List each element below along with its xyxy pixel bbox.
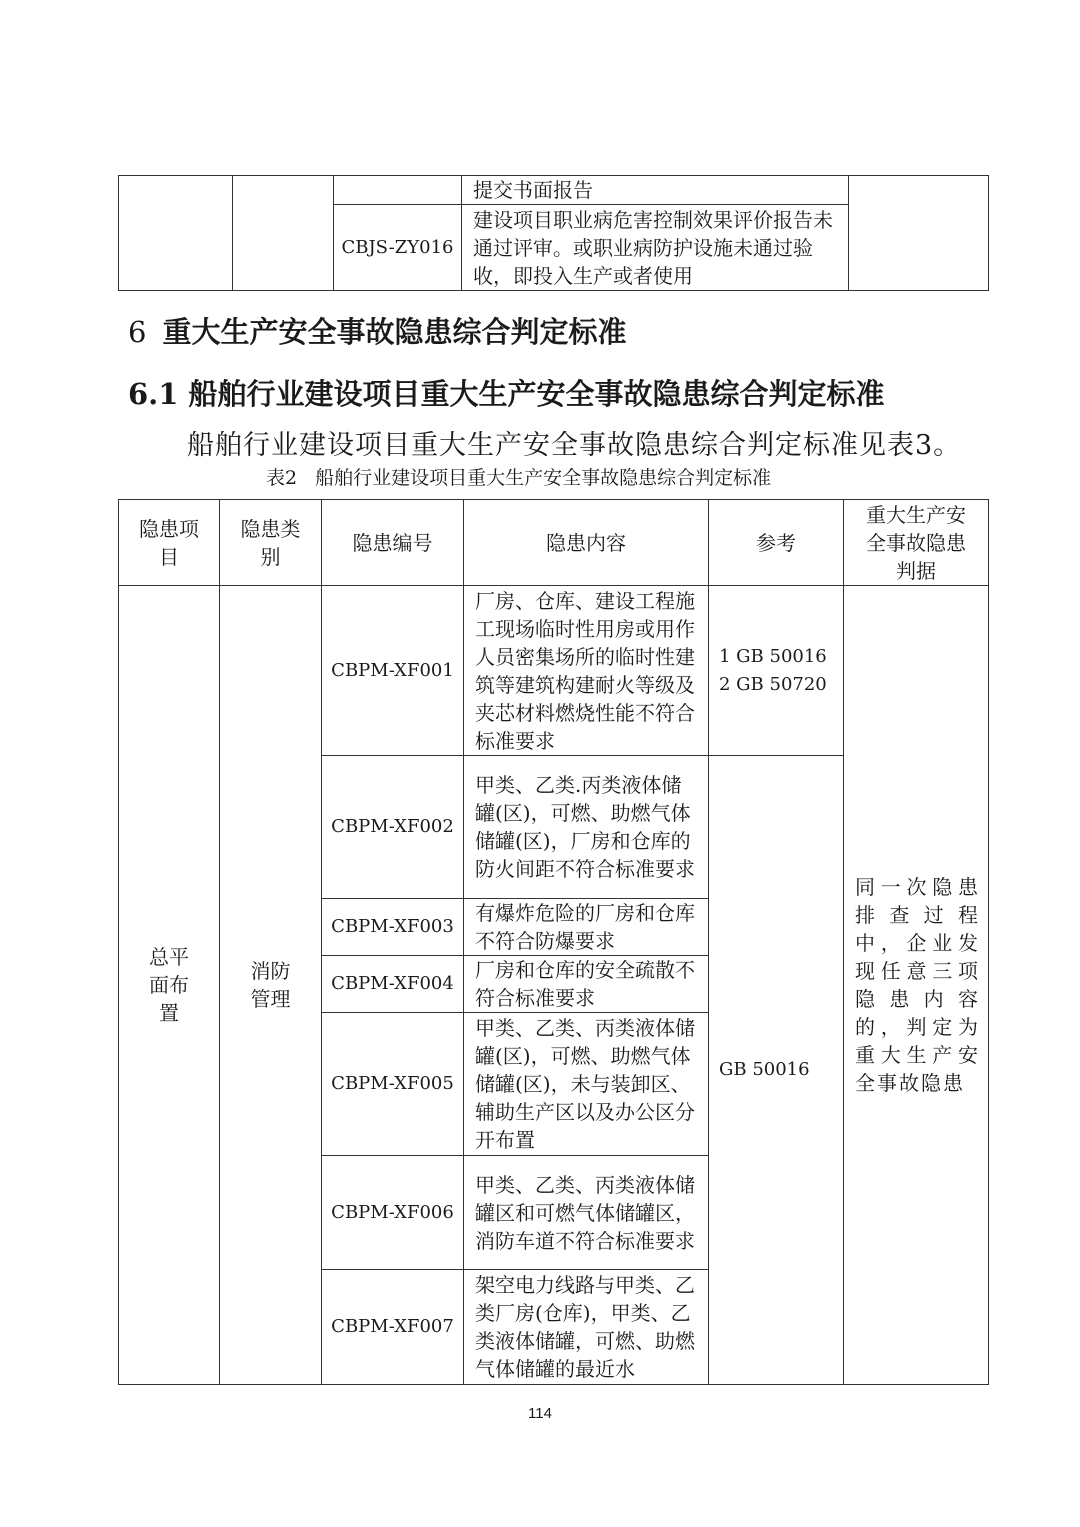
- header-item: 隐患项目: [119, 500, 220, 586]
- hazard-code-cell: CBPM-XF006: [322, 1156, 464, 1270]
- hazard-table: [118, 499, 989, 1385]
- section-number: 6: [128, 315, 147, 349]
- hazard-content-cell: 甲类、乙类、丙类液体储罐区和可燃气体储罐区，消防车道不符合标准要求: [464, 1156, 709, 1270]
- hazard-content-cell: 厂房、仓库、建设工程施工现场临时性用房或用作人员密集场所的临时性建筑等建筑构建耐火等级及夹芯材料燃烧性能不符合标准要求: [464, 586, 709, 756]
- hazard-code-cell: CBJS-ZY016: [334, 205, 462, 291]
- header-category: 隐患类别: [220, 500, 322, 586]
- hazard-item-cell: 总平面布置: [119, 586, 220, 1385]
- hazard-content-cell: 厂房和仓库的安全疏散不符合标准要求: [464, 956, 709, 1013]
- section-title: 重大生产安全事故隐患综合判定标准: [162, 315, 627, 349]
- section-heading: [128, 310, 626, 351]
- hazard-code-cell: CBPM-XF004: [322, 956, 464, 1013]
- table-cell: [233, 176, 334, 291]
- caption-title: 船舶行业建设项目重大生产安全事故隐患综合判定标准: [315, 467, 772, 489]
- table-cell: [334, 176, 462, 205]
- hazard-code-cell: CBPM-XF001: [322, 586, 464, 756]
- header-content: 隐患内容: [464, 500, 709, 586]
- body-paragraph: 船舶行业建设项目重大生产安全事故隐患综合判定标准见表3。: [187, 430, 962, 461]
- reference-cell: GB 50016: [709, 756, 844, 1385]
- reference-cell: [709, 586, 844, 756]
- hazard-content-cell: 有爆炸危险的厂房和仓库不符合防爆要求: [464, 899, 709, 956]
- table-header-row: [119, 500, 989, 586]
- hazard-content-cell: 提交书面报告: [462, 176, 849, 205]
- hazard-content-cell: 甲类、乙类.丙类液体储罐(区)，可燃、助燃气体储罐(区)，厂房和仓库的防火间距不符合标准要求: [464, 756, 709, 899]
- hazard-code-cell: CBPM-XF005: [322, 1013, 464, 1156]
- hazard-code-cell: CBPM-XF002: [322, 756, 464, 899]
- subsection-heading: 6.1 船舶行业建设项目重大生产安全事故隐患综合判定标准: [128, 377, 885, 411]
- table-row: [119, 586, 989, 756]
- hazard-content-cell: 架空电力线路与甲类、乙类厂房(仓库)，甲类、乙类液体储罐，可燃、助燃气体储罐的最近水: [464, 1270, 709, 1385]
- hazard-code-cell: CBPM-XF003: [322, 899, 464, 956]
- hazard-category-cell: 消防管理: [220, 586, 322, 1385]
- header-code: 隐患编号: [322, 500, 464, 586]
- basis-cell: 同一次隐患排查过程中，企业发现任意三项隐患内容的，判定为重大生产安全事故隐患: [844, 586, 989, 1385]
- table-cell: [849, 176, 989, 291]
- reference-line: 1 GB 50016: [719, 645, 827, 667]
- hazard-code-cell: CBPM-XF007: [322, 1270, 464, 1385]
- hazard-content-cell: 甲类、乙类、丙类液体储罐(区)，可燃、助燃气体储罐(区)，未与装卸区、辅助生产区以及办公区分开布置: [464, 1013, 709, 1156]
- header-reference: 参考: [709, 500, 844, 586]
- table-cell: [119, 176, 233, 291]
- hazard-content-cell: 建设项目职业病危害控制效果评价报告未通过评审。或职业病防护设施未通过验收，即投入生产或者使用: [462, 205, 849, 291]
- continued-table: [118, 175, 989, 291]
- caption-label: 表2: [266, 467, 298, 489]
- reference-line: 2 GB 50720: [719, 673, 827, 695]
- table-caption: [266, 463, 771, 490]
- header-basis: 重大生产安全事故隐患判据: [844, 500, 989, 586]
- page-number: 114: [528, 1405, 552, 1422]
